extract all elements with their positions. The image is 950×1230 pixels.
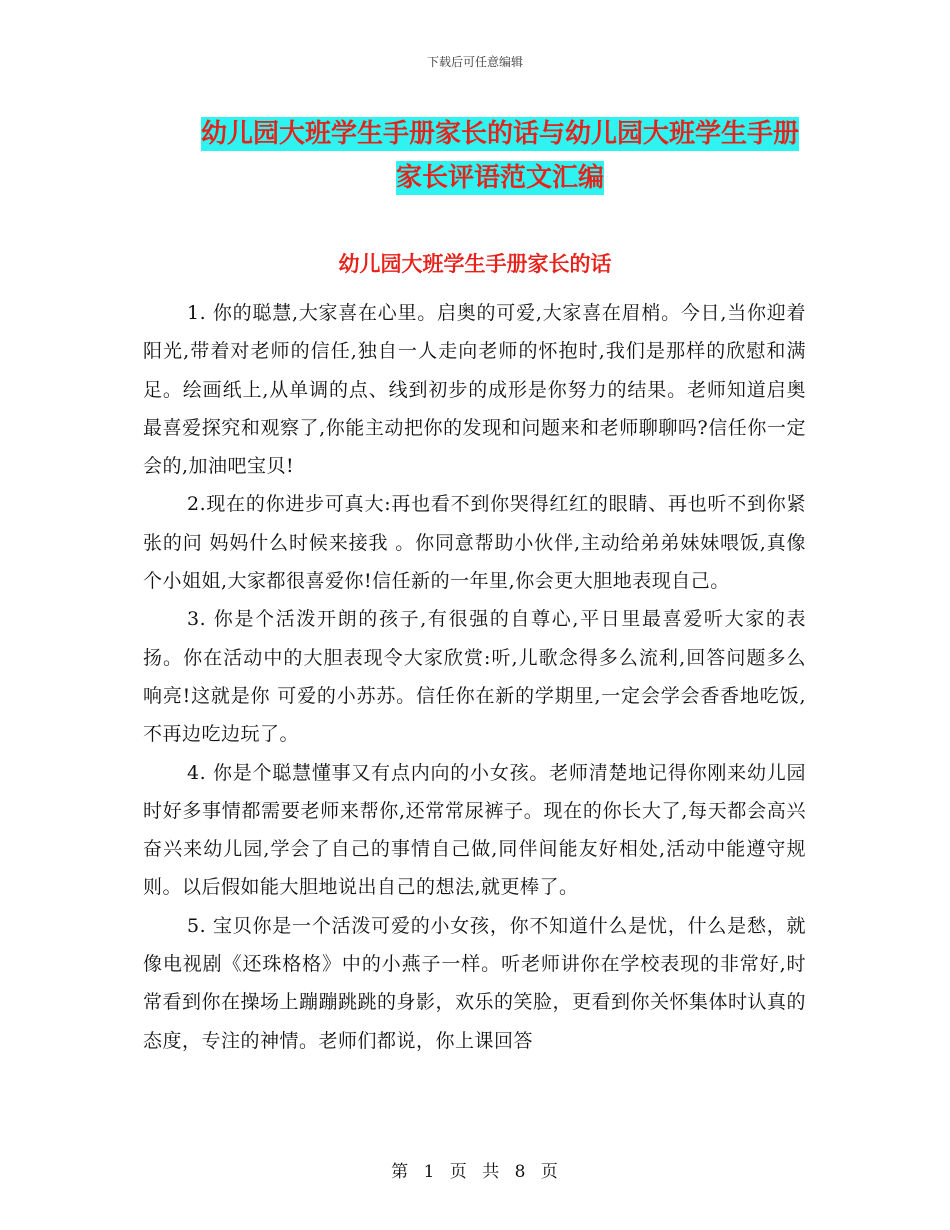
header-note: 下载后可任意编辑 [426, 55, 523, 69]
paragraph-3: 3. 你是个活泼开朗的孩子,有很强的自尊心,平日里最喜爱听大家的表扬。你在活动中的大胆表现令大家欣赏:听,儿歌念得多么流利,回答问题多么响亮!这就是你 可爱的小苏苏。信任你在新的学期里,一定会学会香香地吃饭,不再边吃边玩了。 [143, 608, 806, 746]
paragraph-5: 5. 宝贝你是一个活泼可爱的小女孩，你不知道什么是忧，什么是愁，就像电视剧《还珠格格》中的小燕子一样。听老师讲你在学校表现的非常好,时常看到你在操场上蹦蹦跳跳的身影，欢乐的笑脸，更看到你关怀集体时认真的态度，专注的神情。老师们都说，你上课回答 [143, 914, 807, 1052]
footer-page-number: 1 [423, 1162, 436, 1182]
paragraph-4: 4. 你是个聪慧懂事又有点内向的小女孩。老师清楚地记得你刚来幼儿园时好多事情都需要老师来帮你,还常常尿裤子。现在的你长大了,每天都会高兴奋兴来幼儿园,学会了自己的事情自己做,同伴间能友好相处,活动中能遵守规则。以后假如能大胆地说出自己的想法,就更棒了。 [143, 761, 806, 899]
document-title-line-2: 家长评语范文汇编 [395, 163, 604, 193]
footer-total-unit: 页 [540, 1162, 559, 1182]
section-title: 幼儿园大班学生手册家长的话 [338, 252, 612, 276]
footer-prefix: 第 [391, 1162, 410, 1182]
footer-total-prefix: 共 [482, 1162, 501, 1182]
page-footer [0, 1157, 950, 1182]
document-body [143, 294, 806, 1060]
paragraph-1: 1. 你的聪慧,大家喜在心里。启奥的可爱,大家喜在眉梢。今日,当你迎着阳光,带着对老师的信任,独自一人走向老师的怀抱时,我们是那样的欣慰和满足。绘画纸上,从单调的点、线到初步的成形是你努力的结果。老师知道启奥最喜爱探究和观察了,你能主动把你的发现和问题来和老师聊聊吗?信任你一定会的,加油吧宝贝! [143, 302, 806, 478]
footer-page-unit: 页 [449, 1162, 468, 1182]
footer-total-pages: 8 [514, 1162, 527, 1182]
document-title [150, 112, 850, 200]
paragraph-2: 2.现在的你进步可真大:再也看不到你哭得红红的眼睛、再也听不到你紧张的问 妈妈什么时候来接我 。你同意帮助小伙伴,主动给弟弟妹妹喂饭,真像个小姐姐,大家都很喜爱你!信任新的一年里,你会更大胆地表现自己。 [143, 493, 806, 593]
document-title-line-1: 幼儿园大班学生手册家长的话与幼儿园大班学生手册 [200, 119, 799, 149]
